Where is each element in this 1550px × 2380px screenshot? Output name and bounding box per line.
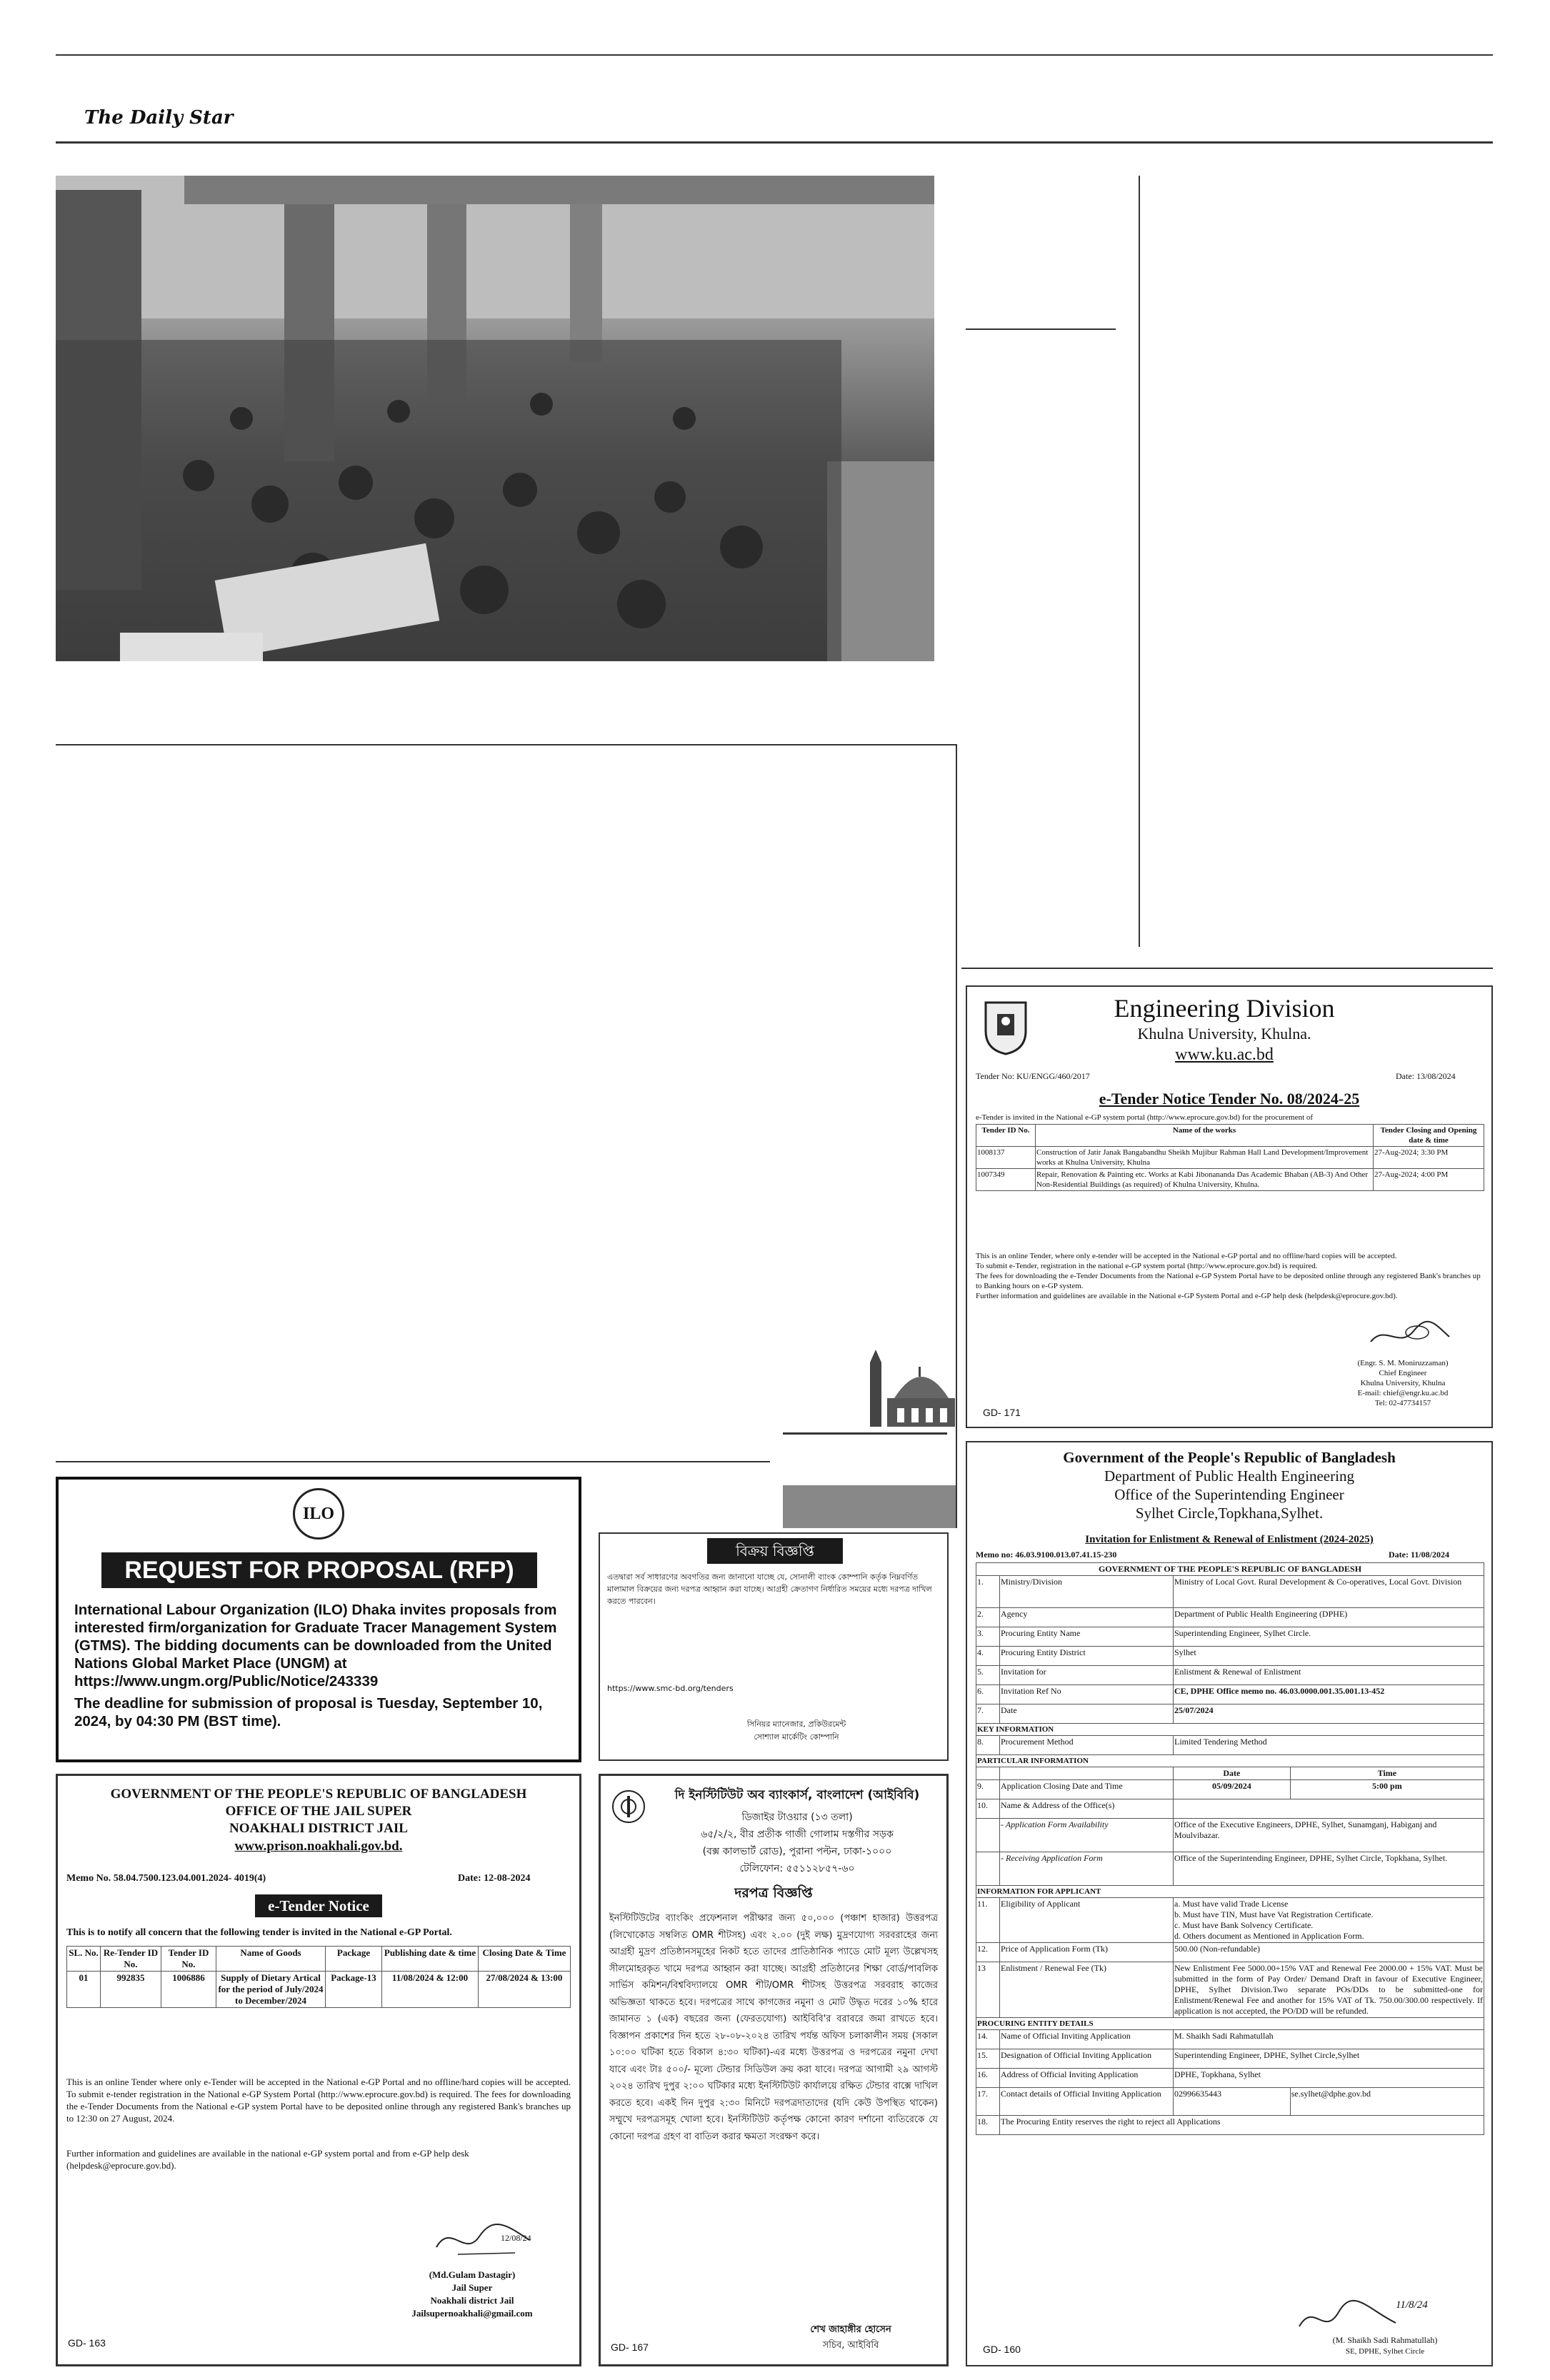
jail-sign-name: (Md.Gulam Dastagir) — [429, 2269, 516, 2280]
col-retender: Re-Tender ID No. — [101, 1947, 161, 1972]
section-label: KEY INFORMATION — [976, 1724, 1484, 1736]
ku-website[interactable]: www.ku.ac.bd — [1175, 1045, 1274, 1064]
cell: Invitation Ref No — [1000, 1685, 1174, 1704]
ku-intro: e-Tender is invited in the National e-GP system portal (http://www.eprocure.gov.bd) for the procurement of — [976, 1113, 1314, 1122]
ilo-intro: International Labour Organization (ILO) Dhaka invites proposals from interested firm/organization for Graduate Tracer Management System (GTMS). The bidding documents can be downloaded from the United Nations Global Market Place (UNGM) at — [74, 1602, 557, 1672]
ibb-name: দি ইনস্টিটিউট অব ব্যাংকার্স, বাংলাদেশ (আইবিবি) — [674, 1788, 920, 1802]
cell: Sylhet — [1174, 1647, 1484, 1666]
ku-sign-email: E-mail: chief@engr.ku.ac.bd — [1357, 1389, 1449, 1397]
cell: 1007349 — [976, 1169, 1036, 1191]
table-row — [976, 1647, 1484, 1666]
cell: 10. — [976, 1799, 1000, 1819]
ibb-address-3: (বক্স কালভার্ট রোড), পুরানা পল্টন, ঢাকা-১০০০ — [702, 1846, 892, 1857]
table-row — [976, 1704, 1484, 1724]
cell: Office of the Superintending Engineer, DPHE, Sylhet Circle, Topkhana, Sylhet. — [1174, 1852, 1484, 1886]
ku-university: Khulna University, Khulna. — [1137, 1025, 1311, 1043]
ku-logo-icon — [983, 1000, 1029, 1055]
cell: 6. — [976, 1685, 1000, 1704]
cell: 1008137 — [976, 1147, 1036, 1169]
ibb-sign-name: শেখ জাহাঙ্গীর হোসেন — [810, 2324, 891, 2335]
cell: Superintending Engineer, DPHE, Sylhet Circle,Sylhet — [1174, 2049, 1484, 2069]
table-row — [976, 1767, 1484, 1780]
col-closing: Closing Date & Time — [479, 1947, 571, 1972]
ku-sign-org: Khulna University, Khulna — [1360, 1379, 1446, 1387]
cell: Repair, Renovation & Painting etc. Works at Kabi Jibonananda Das Academic Bhaban (AB-3) And Other Non-Residential Buildings (as required) of Khulna University, Khulna. — [1036, 1169, 1374, 1191]
col-tender-id: Tender ID No. — [161, 1947, 216, 1972]
cell: 5:00 pm — [1290, 1780, 1484, 1799]
dphe-table — [976, 1562, 1484, 2135]
jail-sign-date: 12/08/24 — [501, 2233, 531, 2243]
cell: - Receiving Application Form — [1000, 1852, 1174, 1886]
table-row — [976, 2088, 1484, 2116]
cell: Designation of Official Inviting Application — [1000, 2049, 1174, 2069]
ku-division-title: Engineering Division — [1114, 994, 1335, 1023]
dphe-date: Date: 11/08/2024 — [1389, 1550, 1449, 1560]
ku-signature — [1367, 1317, 1453, 1352]
eligibility-list — [1174, 1898, 1484, 1943]
jail-office: OFFICE OF THE JAIL SUPER — [225, 1804, 412, 1819]
ilo-deadline: The deadline for submission of proposal is Tuesday, September 10, 2024, by 04:30 PM (BST time). — [74, 1695, 543, 1729]
cell: Package-13 — [326, 1972, 382, 2008]
ilo-body — [74, 1601, 567, 1730]
cell: 3. — [976, 1627, 1000, 1647]
cell: Enlistment / Renewal Fee (Tk) — [1000, 1962, 1174, 2018]
cell: 02996635443 — [1174, 2088, 1291, 2116]
gd-number: GD- 167 — [611, 2341, 649, 2353]
cell: 4. — [976, 1647, 1000, 1666]
grey-block — [783, 1485, 956, 1528]
cell: Contact details of Official Inviting Application — [1000, 2088, 1174, 2116]
cell: Procuring Entity District — [1000, 1647, 1174, 1666]
jail-sign-email: Jailsupernoakhali@gmail.com — [411, 2308, 533, 2319]
table-row — [976, 2116, 1484, 2135]
table-row — [976, 1780, 1484, 1799]
table-row — [976, 1898, 1484, 1943]
list-item: a. Must have valid Trade License — [1174, 1899, 1289, 1909]
dphe-signature — [1296, 2298, 1403, 2341]
jail-body-2: Further information and guidelines are available in the national e-GP system portal and from e-GP help desk (helpdesk@eprocure.gov.bd). — [66, 2148, 469, 2171]
rfp-heading: REQUEST FOR PROPOSAL (RFP) — [101, 1552, 537, 1588]
cell: 17. — [976, 2088, 1000, 2116]
cell: 5. — [976, 1666, 1000, 1685]
dphe-title: Invitation for Enlistment & Renewal of Enlistment (2024-2025) — [1085, 1534, 1374, 1545]
masthead-logo: The Daily Star — [84, 107, 234, 129]
cell: - Application Form Availability — [1000, 1819, 1174, 1852]
sale-notice-title: বিক্রয় বিজ্ঞপ্তি — [707, 1538, 843, 1564]
date-header: Date — [1174, 1767, 1291, 1780]
dphe-enlistment-ad — [966, 1441, 1493, 2366]
jail-website[interactable]: www.prison.noakhali.gov.bd. — [234, 1839, 403, 1854]
sale-notice-sign1: সিনিয়র ম্যানেজার, প্রকিউরমেন্ট — [746, 1719, 846, 1729]
cell: 18. — [976, 2116, 1000, 2135]
table-row — [67, 1972, 571, 2008]
cell: 15. — [976, 2049, 1000, 2069]
cell: 8. — [976, 1736, 1000, 1755]
small-rule — [966, 328, 1116, 330]
ibb-sign-title: সচিব, আইবিবি — [822, 2340, 879, 2351]
ku-body — [976, 1251, 1484, 1301]
table-row — [976, 1608, 1484, 1627]
ungm-link[interactable]: https://www.ungm.org/Public/Notice/243339 — [74, 1673, 379, 1689]
dphe-office: Office of the Superintending Engineer — [1114, 1486, 1344, 1503]
ibb-address-1: ডিজাইর টাওয়ার (১৩ তলা) — [741, 1812, 853, 1823]
cell: 01 — [67, 1972, 101, 2008]
cell: 27/08/2024 & 13:00 — [479, 1972, 571, 2008]
ku-heading: e-Tender Notice Tender No. 08/2024-25 — [1099, 1090, 1360, 1108]
table-row — [976, 2030, 1484, 2049]
cell: Price of Application Form (Tk) — [1000, 1943, 1174, 1962]
list-item: c. Must have Bank Solvency Certificate. — [1174, 1920, 1314, 1930]
table-row — [976, 1852, 1484, 1886]
list-item: d. Others document as Mentioned in Application Form. — [1174, 1931, 1364, 1941]
ku-body-1: This is an online Tender, where only e-tender will be accepted in the National e-GP portal and no offline/hard copies will be accepted. — [976, 1252, 1397, 1260]
cell: New Enlistment Fee 5000.00+15% VAT and Renewal Fee 2000.00 + 15% VAT. Must be submitted in the form of Pay Order/ Demand Draft in favour of Executive Engineer, DPHE, Sylhet Division.Two separate POs/DDs to be submitted-one for Enlistment/Renewal Fee and another for 15% VAT of Tk. 750.00/300.00 respectively. If application is not accepted, the PO/DD will be refunded. — [1174, 1962, 1484, 2018]
cell: Ministry/Division — [1000, 1576, 1174, 1608]
ibb-logo-icon — [611, 1789, 646, 1824]
col-tender-id: Tender ID No. — [976, 1125, 1036, 1147]
sale-notice-link[interactable]: https://www.smc-bd.org/tenders — [607, 1684, 734, 1693]
cell: 11. — [976, 1898, 1000, 1943]
cell: 11/08/2024 & 12:00 — [382, 1972, 479, 2008]
jail-body-1: This is an online Tender where only e-Tender will be accepted in the National e-GP Portal and no offline/hard copies will be accepted. To submit e-tender registration in the National e-GP System Portal (http://www.eprocure.gov.bd) is required. The fees for downloading the e-Tender Documents from the National e-GP system Portal have to be deposited online through any registered Bank's branches up to 12:30 on 27 August, 2024. — [66, 2077, 571, 2124]
gd-number: GD- 163 — [68, 2337, 106, 2349]
table-row — [976, 1147, 1484, 1169]
cell: 500.00 (Non-refundable) — [1174, 1943, 1484, 1962]
cell: Limited Tendering Method — [1174, 1736, 1484, 1755]
ku-body-3: The fees for downloading the e-Tender Documents from the National e-GP System Portal have to be deposited online through any registered Bank's branches up to Banking hours on e-GP system. — [976, 1272, 1481, 1290]
cell: 27-Aug-2024; 3:30 PM — [1374, 1147, 1484, 1169]
news-photo — [56, 176, 934, 661]
ibb-tender-ad — [599, 1774, 949, 2366]
table-row — [976, 1799, 1484, 1819]
sale-notice-body: এতদ্বারা সর্ব সাধারণের অবগতির জন্য জানানো যাচ্ছে যে, সোনালী ব্যাংক কোম্পানি কর্তৃক নিম্নবর্ণিত মালামাল বিক্রয়ের জন্য দরপত্র আহ্বান করা যাচ্ছে। আগ্রহী ক্রেতাগণ নির্ধারিত সময়ের মধ্যে দরপত্র দাখিল করতে পারবেন। — [607, 1572, 932, 1606]
cell: Date — [1000, 1704, 1174, 1724]
section-label: INFORMATION FOR APPLICANT — [976, 1886, 1484, 1898]
cell: 14. — [976, 2030, 1000, 2049]
col-package: Package — [326, 1947, 382, 1972]
jail-sign-org: Noakhali district Jail — [430, 2295, 514, 2306]
middle-rule-bottom — [56, 1461, 770, 1462]
section-label: PARTICULAR INFORMATION — [976, 1755, 1484, 1767]
cell: Eligibility of Applicant — [1000, 1898, 1174, 1943]
gd-number: GD- 171 — [983, 1407, 1021, 1418]
cell: Application Closing Date and Time — [1000, 1780, 1174, 1799]
cell: DPHE, Topkhana, Sylhet — [1174, 2069, 1484, 2088]
table-row — [976, 1627, 1484, 1647]
middle-rule-top — [56, 744, 957, 745]
dphe-sign-title: SE, DPHE, Sylhet Circle — [1345, 2347, 1425, 2356]
cell: 27-Aug-2024; 4:00 PM — [1374, 1169, 1484, 1191]
cell: 7. — [976, 1704, 1000, 1724]
right-rule — [961, 968, 1493, 969]
cell: Ministry of Local Govt. Rural Development & Co-operatives, Local Govt. Division — [1174, 1576, 1484, 1608]
dphe-govt: Government of the People's Republic of Bangladesh — [1063, 1449, 1396, 1466]
dphe-address: Sylhet Circle,Topkhana,Sylhet. — [1135, 1505, 1324, 1522]
cell: Name of Official Inviting Application — [1000, 2030, 1174, 2049]
jail-sign-title: Jail Super — [451, 2282, 493, 2293]
cell: Procuring Entity Name — [1000, 1627, 1174, 1647]
ibb-title: দরপত্র বিজ্ঞপ্তি — [734, 1885, 813, 1901]
time-header: Time — [1290, 1767, 1484, 1780]
cell: Name & Address of the Office(s) — [1000, 1799, 1174, 1819]
gov-row: GOVERNMENT OF THE PEOPLE'S REPUBLIC OF BANGLADESH — [976, 1563, 1484, 1576]
cell: se.sylhet@dphe.gov.bd — [1290, 2088, 1484, 2116]
ilo-rfp-ad — [56, 1477, 581, 1762]
cell: Construction of Jatir Janak Bangabandhu Sheikh Mujibur Rahman Hall Land Development/Improvement works at Khulna University, Khulna — [1036, 1147, 1374, 1169]
col-goods: Name of Goods — [216, 1947, 326, 1972]
dphe-sign-name: (M. Shaikh Sadi Rahmatullah) — [1332, 2335, 1438, 2345]
jail-intro: This is to notify all concern that the following tender is invited in the National e-GP Portal. — [66, 1927, 452, 1938]
table-row — [976, 1962, 1484, 2018]
cell: 12. — [976, 1943, 1000, 1962]
col-closing: Tender Closing and Opening date & time — [1374, 1125, 1484, 1147]
jail-tender-ad — [56, 1774, 581, 2366]
cell: 9. — [976, 1780, 1000, 1799]
cell — [1174, 1799, 1484, 1819]
col-sl: SL. No. — [67, 1947, 101, 1972]
cell: Procurement Method — [1000, 1736, 1174, 1755]
table-header-row — [976, 1125, 1484, 1147]
cell: Address of Official Inviting Application — [1000, 2069, 1174, 2088]
ku-sign-name: (Engr. S. M. Moniruzzaman) — [1357, 1359, 1449, 1367]
ku-sign-tel: Tel: 02-47734157 — [1374, 1399, 1431, 1407]
cell: 1. — [976, 1576, 1000, 1608]
ibb-address-2: ৬৫/২/২, বীর প্রতীক গাজী গোলাম দস্তগীর সড়ক — [701, 1829, 894, 1840]
col-works: Name of the works — [1036, 1125, 1374, 1147]
cell: 2. — [976, 1608, 1000, 1627]
cell: 992835 — [101, 1972, 161, 2008]
table-row — [976, 1666, 1484, 1685]
table-row — [976, 1169, 1484, 1191]
sale-notice-ad — [599, 1532, 949, 1761]
cell: Superintending Engineer, Sylhet Circle. — [1174, 1627, 1484, 1647]
table-row — [976, 1943, 1484, 1962]
ilo-logo — [59, 1488, 579, 1540]
sale-notice-sign2: সোশ্যাল মার্কেটিং কোম্পানি — [754, 1732, 839, 1742]
table-row — [976, 1736, 1484, 1755]
list-item: b. Must have TIN, Must have Vat Registration Certificate. — [1174, 1909, 1374, 1919]
cell: 25/07/2024 — [1174, 1704, 1484, 1724]
cell — [976, 1819, 1000, 1852]
section-label: PROCURING ENTITY DETAILS — [976, 2018, 1484, 2030]
gd-number: GD- 160 — [983, 2344, 1021, 2355]
ad-rule — [783, 1432, 947, 1435]
jail-govt: GOVERNMENT OF THE PEOPLE'S REPUBLIC OF BANGLADESH — [110, 1787, 527, 1802]
dphe-department: Department of Public Health Engineering — [1104, 1467, 1354, 1485]
cell — [976, 1852, 1000, 1886]
ku-date: Date: 13/08/2024 — [1396, 1071, 1456, 1081]
ku-body-2: To submit e-Tender, registration in the national e-GP system portal (http://www.eprocure.gov.bd) is required. — [976, 1262, 1318, 1270]
column-rule — [1139, 176, 1140, 947]
cell: 05/09/2024 — [1174, 1780, 1291, 1799]
cell: Invitation for — [1000, 1666, 1174, 1685]
dphe-sign-date: 11/8/24 — [1396, 2299, 1428, 2311]
table-row — [976, 1819, 1484, 1852]
cell: 1006886 — [161, 1972, 216, 2008]
cell: Enlistment & Renewal of Enlistment — [1174, 1666, 1484, 1685]
cell: 13 — [976, 1962, 1000, 2018]
cell: Supply of Dietary Artical for the period of July/2024 to December/2024 — [216, 1972, 326, 2008]
cell: Department of Public Health Engineering (DPHE) — [1174, 1608, 1484, 1627]
ku-tender-ad — [966, 985, 1493, 1428]
top-rule — [56, 54, 1493, 56]
ibb-body: ইনস্টিটিউটের ব্যাংকিং প্রফেশনাল পরীক্ষার জন্য ৫০,০০০ (পঞ্চাশ হাজার) উত্তরপত্র (লিখোকোড সম্বলিত OMR শীটসহ) এবং ২.০০ (দুই লক্ষ) মুদ্রণযোগ্য সরবরাহের জন্য আগ্রহী মুদ্রণ প্রতিষ্ঠানসমূহের নিকট হতে তাদের প্রাতিষ্ঠানিক প্যাডে মোট মূল্য উল্লেখসহ সীলমোহরকৃত খামে দরপত্র আহ্বান করা যাচ্ছে। আগ্রহী প্রতিষ্ঠানের শিক্ষা বোর্ড/পাবলিক সার্ভিস কমিশন/বিশ্ববিদ্যালয়ে OMR শীট/OMR শীটসহ উত্তরপত্র সরবরাহ কাজের অভিজ্ঞতা থাকতে হবে। দরপত্রের সাথে কাগজের নমুনা ও মোট উদ্ধৃত দরের ১০% হারে জামানত ১ (এক) বছরের জন্য (ফেরতযোগ্য) আইবিবি'র বরাবরে জমা রাখতে হবে। বিজ্ঞাপন প্রকাশের দিন হতে ২৮-০৮-২০২৪ তারিখ পর্যন্ত অফিস চলাকালীন সময় (সকাল ১০:০০ ঘটিকা হতে বিকাল ৪:৩০ ঘটিকা)-এর মধ্যে উত্তরপত্র ও দরপত্রের নমুনা দেখা যাবে এবং টাঃ ৫০০/- মূল্যে টেন্ডার সিডিউল ক্রয় করা যাবে। দরপত্র আগামী ২৯ আগস্ট ২০২৪ তারিখ দুপুর ২:০০ ঘটিকার মধ্যে ইনস্টিটিউট কার্যালয়ে রক্ষিত টেন্ডার বাক্সে দাখিল করতে হবে। একই দিন দুপুর ২:৩০ মিনিটে দরপত্রদাতাদের (যদি কেউ উপস্থিত থাকেন) সম্মুখে দরপত্রসমূহ খোলা হবে। ইনস্টিটিউট কর্তৃপক্ষ কোনো কারণ দর্শানো ব্যতিরেকে যে কোনো দরপত্র গ্রহণ বা বাতিল করার ক্ষমতা সংরক্ষণ করে। — [609, 1913, 938, 2142]
jail-tender-title: e-Tender Notice — [255, 1894, 382, 1917]
jail-memo: Memo No. 58.04.7500.123.04.001.2024- 4019(4) — [66, 1873, 266, 1884]
table-row — [976, 2069, 1484, 2088]
cell: Agency — [1000, 1608, 1174, 1627]
cell: CE, DPHE Office memo no. 46.03.0000.001.35.001.13-452 — [1174, 1685, 1484, 1704]
protest-photo-graphic — [56, 176, 934, 661]
ku-tender-table — [976, 1124, 1484, 1191]
table-row — [976, 1685, 1484, 1704]
jail-name: NOAKHALI DISTRICT JAIL — [229, 1821, 408, 1836]
col-publishing: Publishing date & time — [382, 1947, 479, 1972]
ku-body-4: Further information and guidelines are available in the National e-GP System Portal and e-GP help desk (helpdesk@eprocure.gov.bd). — [976, 1292, 1398, 1300]
ibb-phone: টেলিফোন: ৫৫১১২৮৫৭-৬০ — [739, 1863, 855, 1874]
cell: M. Shaikh Sadi Rahmatullah — [1174, 2030, 1484, 2049]
dphe-memo: Memo no: 46.03.9100.013.07.41.15-230 — [976, 1550, 1117, 1560]
jail-tender-table — [66, 1946, 571, 2008]
mosque-icon — [866, 1348, 959, 1427]
cell: The Procuring Entity reserves the right to reject all Applications — [1000, 2116, 1484, 2135]
ku-tender-no: Tender No: KU/ENGG/460/2017 — [976, 1071, 1090, 1081]
masthead-rule — [56, 141, 1493, 144]
table-header-row — [67, 1947, 571, 1972]
table-row — [976, 2049, 1484, 2069]
cell: 16. — [976, 2069, 1000, 2088]
table-row — [976, 1576, 1484, 1608]
cell: Office of the Executive Engineers, DPHE, Sylhet, Sunamganj, Habiganj and Moulvibazar. — [1174, 1819, 1484, 1852]
ilo-logo-icon: ILO — [293, 1488, 344, 1540]
ku-sign-title: Chief Engineer — [1379, 1369, 1427, 1377]
jail-date: Date: 12-08-2024 — [458, 1873, 531, 1884]
